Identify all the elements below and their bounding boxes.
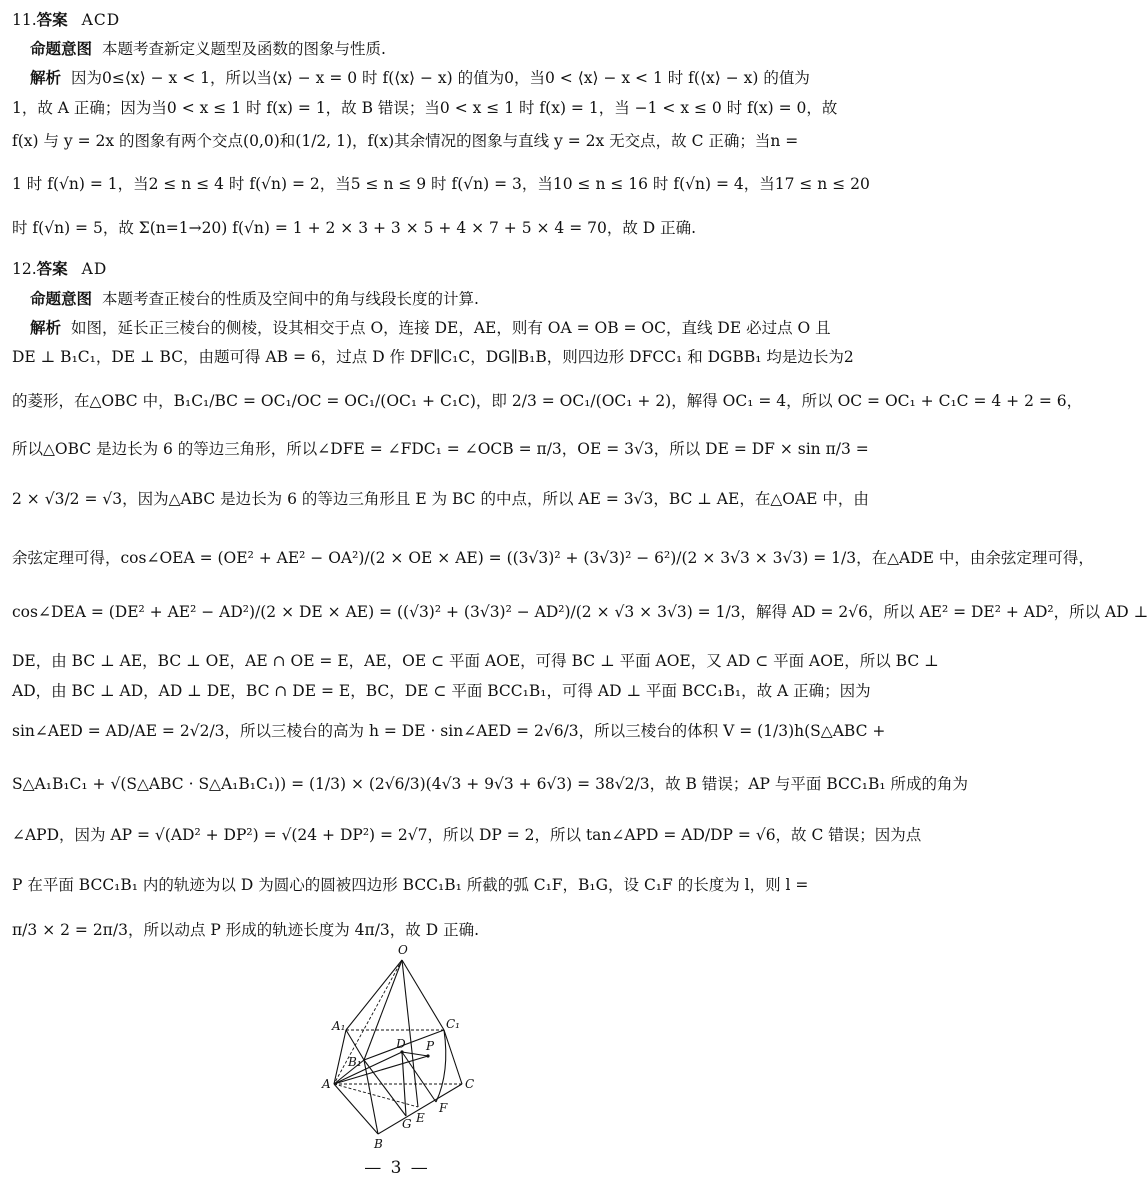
label-C1: C₁ (446, 1017, 460, 1031)
q11-answer: ACD (81, 11, 121, 29)
q11-intent-line (30, 39, 386, 59)
segment-D-P (402, 1052, 428, 1056)
q12-text-7: cos∠DEA = (DE² + AE² − AD²)/(2 × DE × AE) = ((√3)² + (3√3)² − AD²)/(2 × √3 × 3√3) = 1/3，解得 AD = 2√6，所以 AE² = DE² + AD²，所以 AD ⊥ (12, 603, 1148, 621)
q12-intent-label: 命题意图 (30, 289, 93, 308)
q11-answer-line (12, 10, 120, 30)
q11-text-4: 1 时 f(√n) = 1，当2 ≤ n ≤ 4 时 f(√n) = 2，当5 ≤ n ≤ 9 时 f(√n) = 3，当10 ≤ n ≤ 16 时 f(√n) = 4，当17 ≤ n ≤ 20 (12, 175, 870, 193)
q11-analysis-label: 解析 (30, 68, 62, 87)
q12-number: 12. (12, 260, 37, 278)
q12-analysis-label: 解析 (30, 318, 62, 337)
label-P: P (426, 1039, 435, 1053)
label-A: A (322, 1077, 331, 1091)
q12-text-5: 2 × √3/2 = √3，因为△ABC 是边长为 6 的等边三角形且 E 为 BC 的中点，所以 AE = 3√3，BC ⊥ AE，在△OAE 中，由 (12, 490, 869, 508)
q12-text-9: AD，由 BC ⊥ AD，AD ⊥ DE，BC ∩ DE = E，BC，DE ⊂ 平面 BCC₁B₁，可得 AD ⊥ 平面 BCC₁B₁，故 A 正确；因为 (12, 682, 871, 700)
q12-text-12: ∠APD，因为 AP = √(AD² + DP²) = √(24 + DP²) = 2√7，所以 DP = 2，所以 tan∠APD = AD/DP = √6，故 C 错误；因为点 (12, 826, 922, 844)
q11-text-5: 时 f(√n) = 5，故 Σ(n=1→20) f(√n) = 1 + 2 × 3 + 3 × 5 + 4 × 7 + 5 × 4 = 70，故 D 正确. (12, 219, 697, 237)
q12-text-2: DE ⊥ B₁C₁，DE ⊥ BC，由题可得 AB = 6，过点 D 作 DF∥C₁C，DG∥B₁B，则四边形 DFCC₁ 和 DGBB₁ 均是边长为2 (12, 348, 854, 366)
q12-text-3: 的菱形，在△OBC 中，B₁C₁/BC = OC₁/OC = OC₁/(OC₁ + C₁C)，即 2/3 = OC₁/(OC₁ + 2)，解得 OC₁ = 4，所以 OC = OC₁ + C₁C = 4 + 2 = 6， (12, 392, 1083, 410)
q12-analysis-line-1 (30, 318, 831, 338)
q12-text-10: sin∠AED = AD/AE = 2√2/3，所以三棱台的高为 h = DE · sin∠AED = 2√6/3，所以三棱台的体积 V = (1/3)h(S△ABC + (12, 722, 886, 740)
page-number: — 3 — (364, 1158, 430, 1178)
q12-text-6: 余弦定理可得，cos∠OEA = (OE² + AE² − OA²)/(2 × OE × AE) = ((3√3)² + (3√3)² − 6²)/(2 × 3√3 × 3√3) = 1/3，在△ADE 中，由余弦定理可得， (12, 549, 1094, 567)
q12-text-1: 如图，延长正三棱台的侧棱，设其相交于点 O，连接 DE，AE，则有 OA = OB = OC，直线 DE 必过点 O 且 (71, 319, 831, 337)
label-G: G (402, 1117, 412, 1131)
label-C: C (465, 1077, 475, 1091)
label-B: B (374, 1137, 383, 1151)
arc-C1-F (436, 1030, 446, 1102)
label-F: F (439, 1101, 448, 1115)
edge-O-A1 (346, 960, 402, 1030)
q11-answer-label: 答案 (36, 10, 68, 29)
q12-answer-label: 答案 (36, 259, 68, 278)
q11-text-1: 因为0≤⟨x⟩ − x < 1，所以当⟨x⟩ − x = 0 时 f(⟨x⟩ − x) 的值为0，当0 < ⟨x⟩ − x < 1 时 f(⟨x⟩ − x) 的值为 (71, 69, 810, 87)
label-E: E (416, 1111, 425, 1125)
label-D: D (396, 1037, 406, 1051)
q11-analysis-line-1 (30, 68, 810, 88)
q11-intent: 本题考查新定义题型及函数的图象与性质. (102, 40, 386, 58)
q11-intent-label: 命题意图 (30, 39, 93, 58)
q12-answer: AD (81, 260, 108, 278)
edge-C1-C (444, 1030, 462, 1084)
q12-text-13: P 在平面 BCC₁B₁ 内的轨迹为以 D 为圆心的圆被四边形 BCC₁B₁ 所截的弧 C₁F，B₁G，设 C₁F 的长度为 l，则 l = (12, 876, 809, 894)
q12-intent: 本题考查正棱台的性质及空间中的角与线段长度的计算. (102, 290, 479, 308)
q12-text-4: 所以△OBC 是边长为 6 的等边三角形，所以∠DFE = ∠FDC₁ = ∠OCB = π/3，OE = 3√3，所以 DE = DF × sin π/3 = (12, 440, 869, 458)
segment-D-F (402, 1052, 436, 1102)
q12-text-14: π/3 × 2 = 2π/3，所以动点 P 形成的轨迹长度为 4π/3，故 D 正确. (12, 921, 479, 939)
label-O: O (398, 943, 408, 957)
q12-intent-line (30, 289, 479, 309)
q11-text-3: f(x) 与 y = 2x 的图象有两个交点(0,0)和(1/2, 1)，f(x)其余情况的图象与直线 y = 2x 无交点，故 C 正确；当n = (12, 132, 799, 150)
point-P (426, 1054, 429, 1057)
q12-text-8: DE，由 BC ⊥ AE，BC ⊥ OE，AE ∩ OE = E，AE，OE ⊂ 平面 AOE，可得 BC ⊥ 平面 AOE，又 AD ⊂ 平面 AOE，所以 BC ⊥ (12, 652, 939, 670)
edge-A-B (334, 1084, 378, 1134)
q11-number: 11. (12, 11, 37, 29)
label-B1: B₁ (348, 1055, 362, 1069)
label-A1: A₁ (332, 1019, 346, 1033)
q12-text-11: S△A₁B₁C₁ + √(S△ABC · S△A₁B₁C₁)) = (1/3) × (2√6/3)(4√3 + 9√3 + 6√3) = 38√2/3，故 B 错误；AP 与平面 BCC₁B₁ 所成的角为 (12, 775, 968, 793)
q11-text-2: 1，故 A 正确；因为当0 < x ≤ 1 时 f(x) = 1，故 B 错误；当0 < x ≤ 1 时 f(x) = 1，当 −1 < x ≤ 0 时 f(x) = 0，故 (12, 99, 838, 117)
frustum-figure (318, 942, 488, 1162)
q12-answer-line (12, 259, 107, 279)
edge-B-C (378, 1084, 462, 1134)
